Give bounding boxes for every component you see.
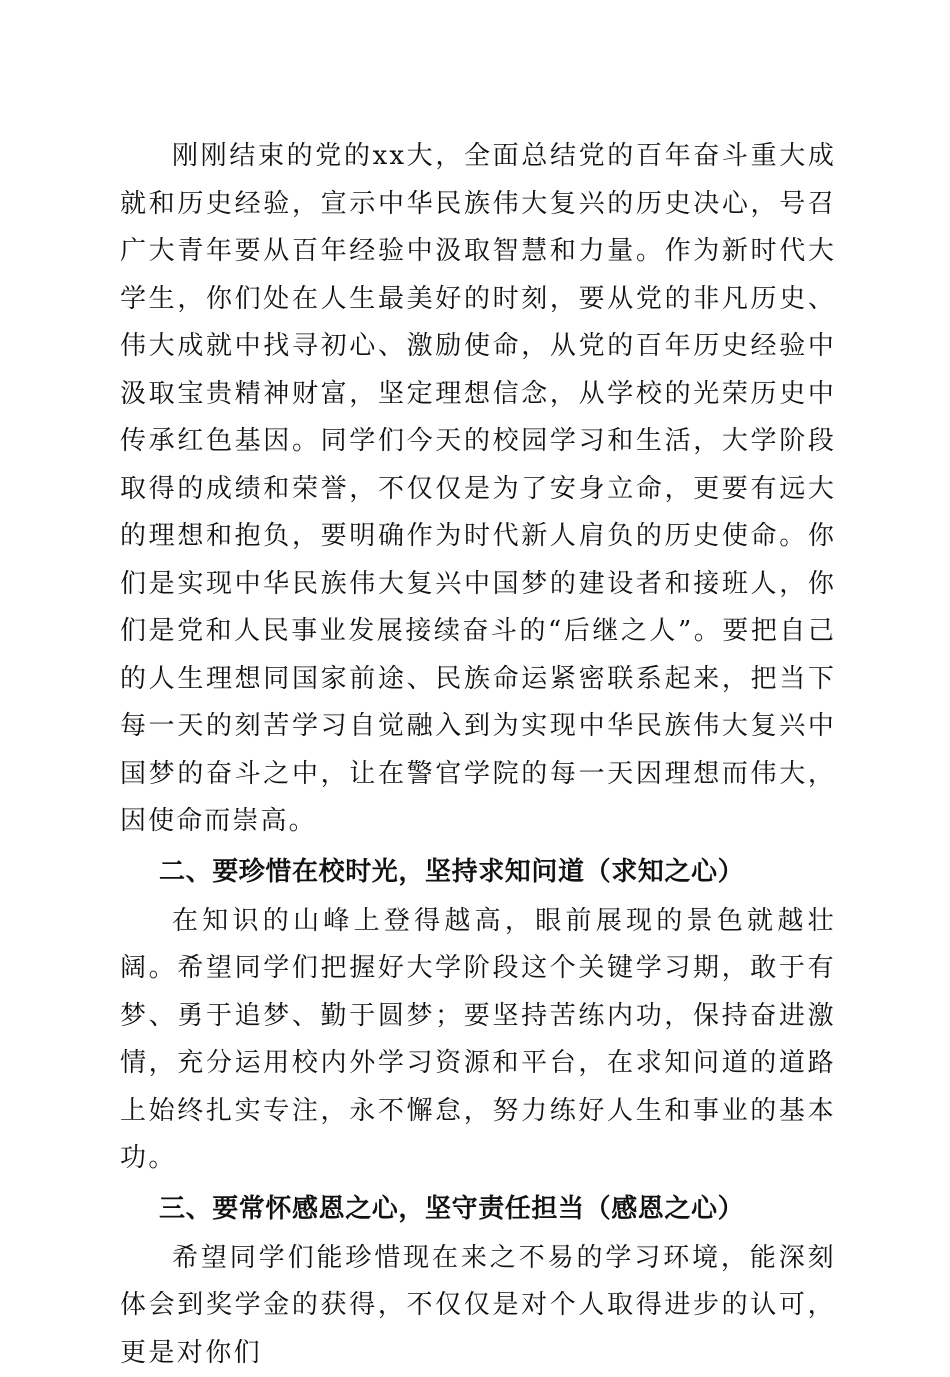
section-heading-3: 三、要常怀感恩之心，坚守责任担当（感恩之心） xyxy=(120,1183,836,1235)
section-heading-2: 二、要珍惜在校时光，坚持求知问道（求知之心） xyxy=(120,846,836,898)
body-paragraph-2: 在知识的山峰上登得越高，眼前展现的景色就越壮阔。希望同学们把握好大学阶段这个关键学习期，敢于有梦、勇于追梦、勤于圆梦；要坚持苦练内功，保持奋进激情，充分运用校内外学习资源和平台，在求知问道的道路上始终扎实专注，永不懈怠，努力练好人生和事业的基本功。 xyxy=(120,898,836,1183)
body-paragraph-1: 刚刚结束的党的xx大，全面总结党的百年奋斗重大成就和历史经验，宣示中华民族伟大复兴的历史决心，号召广大青年要从百年经验中汲取智慧和力量。作为新时代大学生，你们处在人生最美好的时刻，要从党的非凡历史、伟大成就中找寻初心、激励使命，从党的百年历史经验中汲取宝贵精神财富，坚定理想信念，从学校的光荣历史中传承红色基因。同学们今天的校园学习和生活，大学阶段取得的成绩和荣誉，不仅仅是为了安身立命，更要有远大的理想和抱负，要明确作为时代新人肩负的历史使命。你们是实现中华民族伟大复兴中国梦的建设者和接班人，你们是党和人民事业发展接续奋斗的“后继之人”。要把自己的人生理想同国家前途、民族命运紧密联系起来，把当下每一天的刻苦学习自觉融入到为实现中华民族伟大复兴中国梦的奋斗之中，让在警官学院的每一天因理想而伟大，因使命而崇高。 xyxy=(120,133,836,846)
document-body xyxy=(120,133,836,1377)
body-paragraph-3: 希望同学们能珍惜现在来之不易的学习环境，能深刻体会到奖学金的获得，不仅仅是对个人取得进步的认可，更是对你们 xyxy=(120,1235,836,1377)
